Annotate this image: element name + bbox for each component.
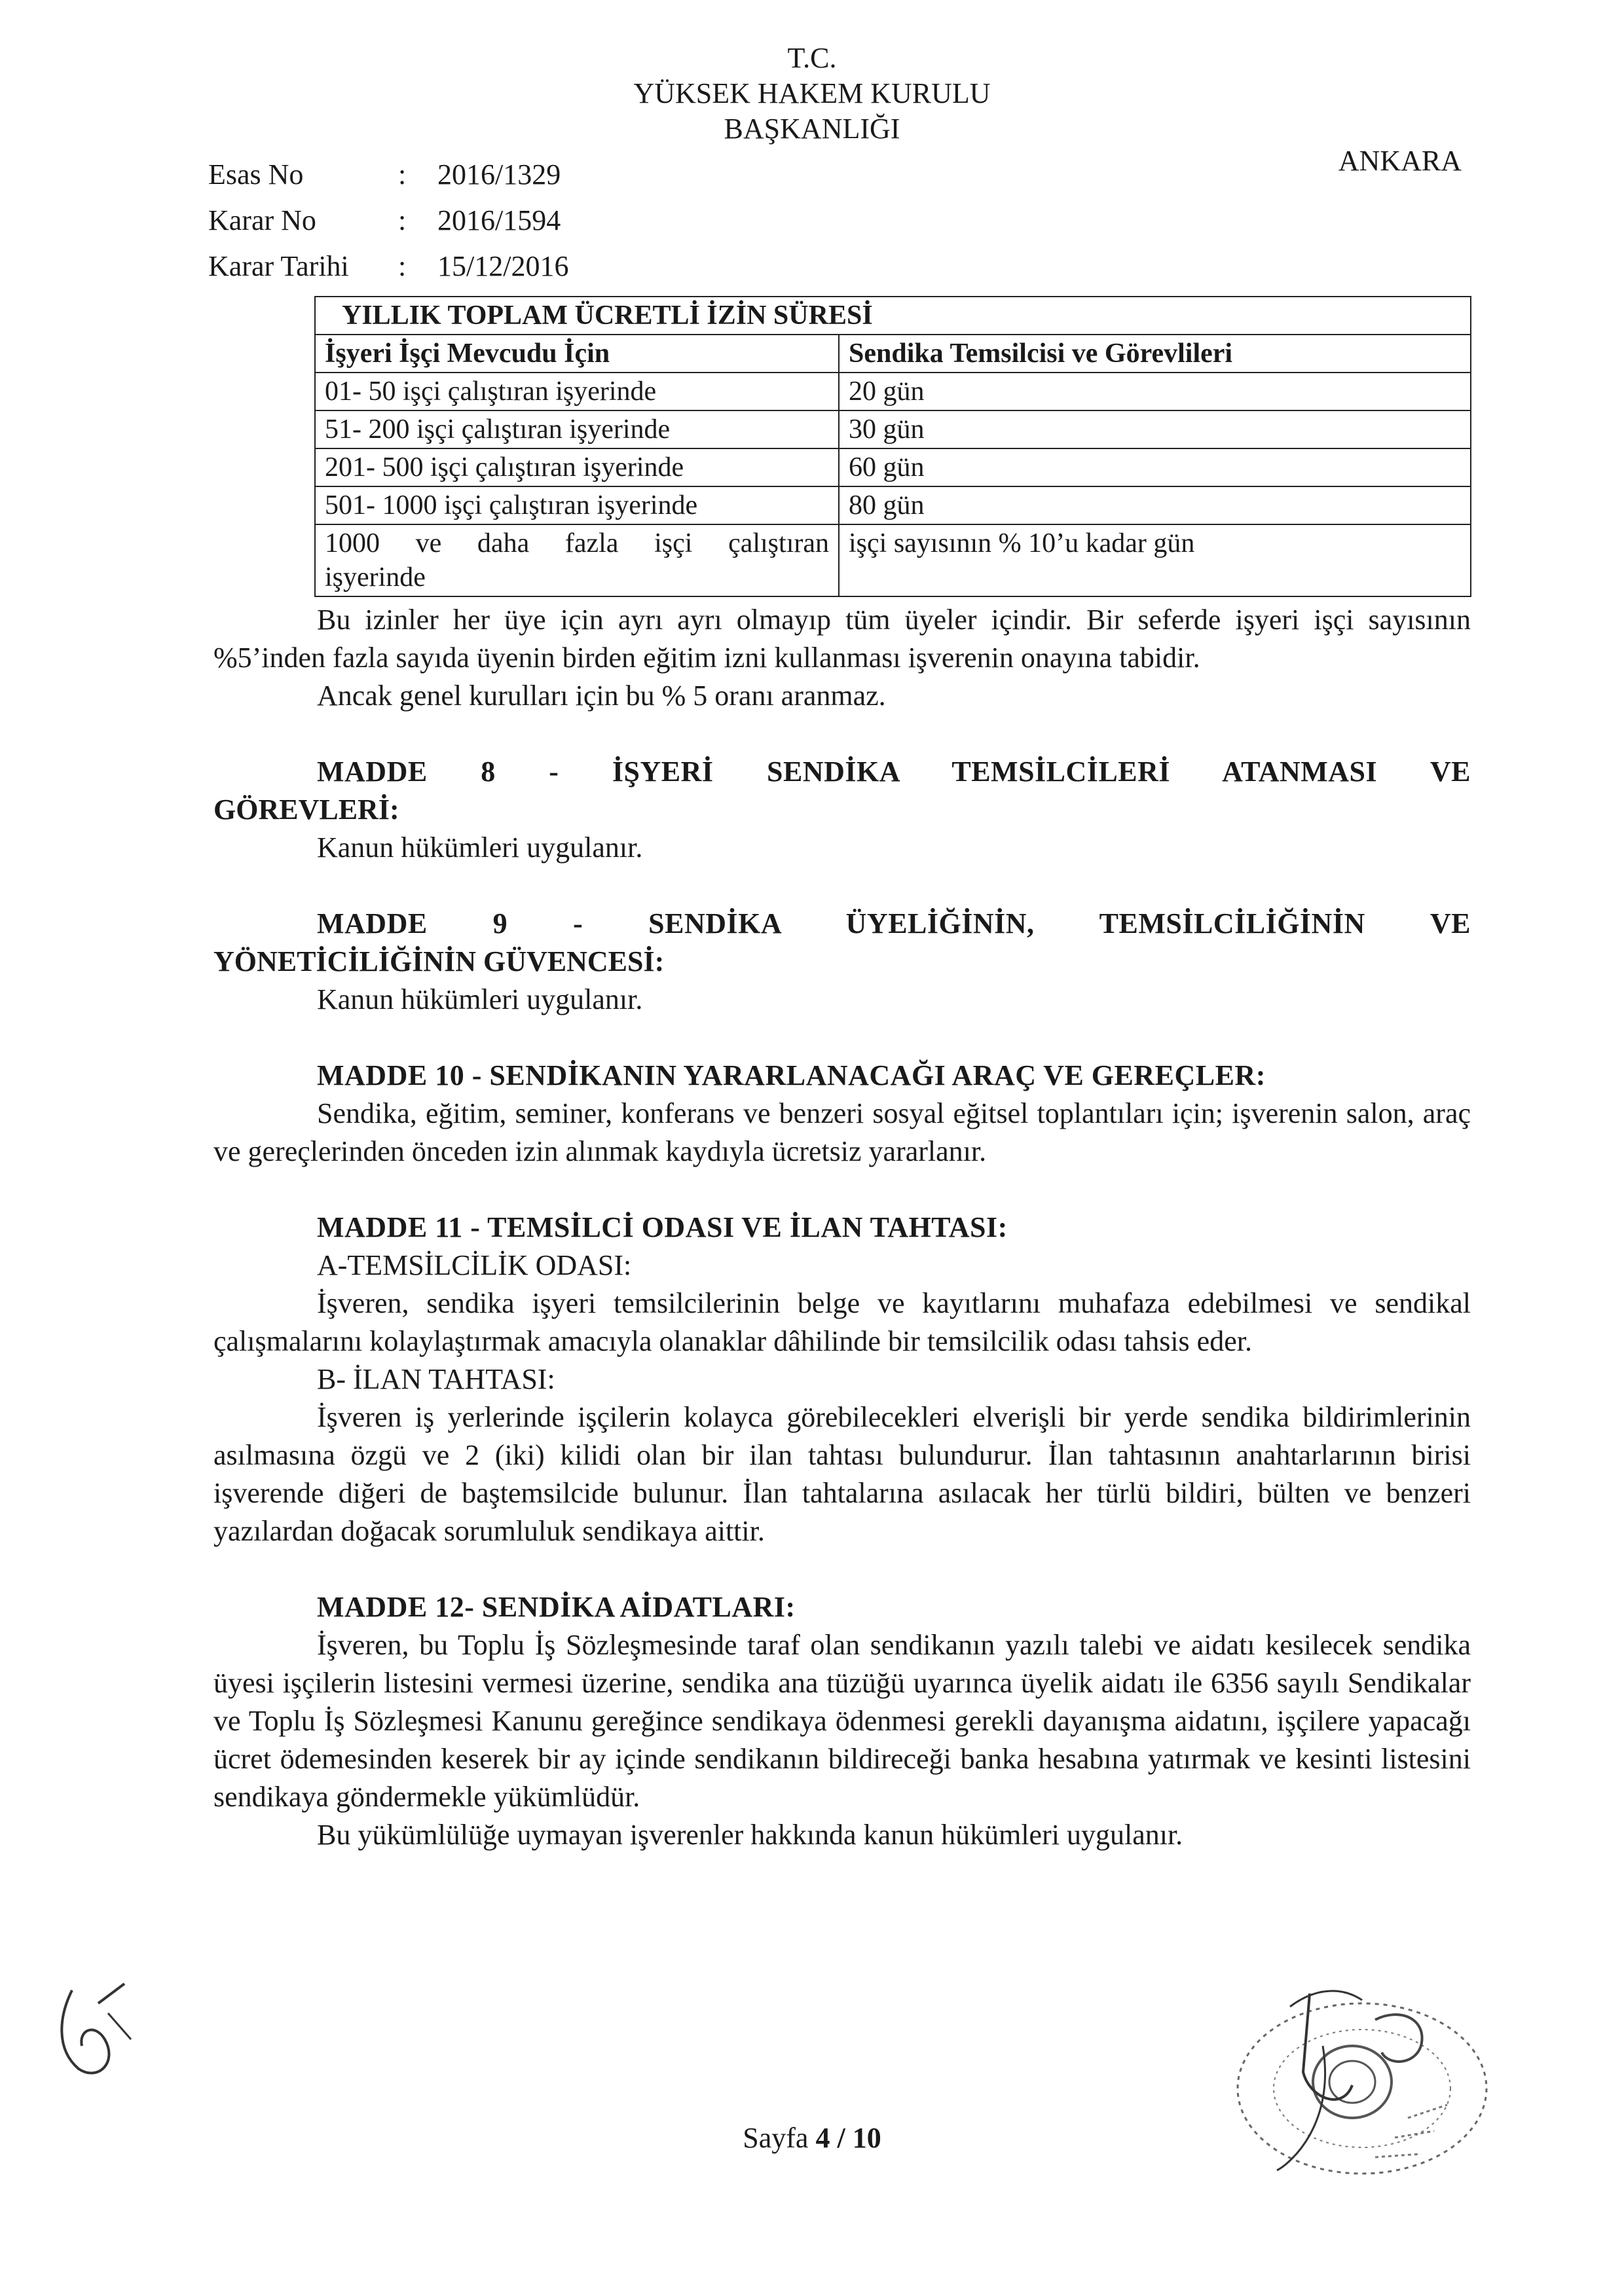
leave-table (314, 296, 1471, 597)
table-cell-leave: 60 gün (839, 448, 1471, 486)
meta-separator: : (398, 204, 407, 236)
article-9-heading: MADDE 9 - SENDİKA ÜYELİĞİNİN, TEMSİLCİLİĞİNİN VE (317, 907, 1471, 939)
table-col1-header: İşyeri İşçi Mevcudu İçin (315, 335, 839, 373)
article-11-heading: MADDE 11 - TEMSİLCİ ODASI VE İLAN TAHTASI: (317, 1211, 1008, 1243)
table-row (315, 448, 1471, 486)
table-title: YILLIK TOPLAM ÜCRETLİ İZİN SÜRESİ (315, 297, 1471, 335)
article-11-text-a: İşveren, sendika işyeri temsilcilerinin belge ve kayıtlarını muhafaza edebilmesi ve sendikal çalışmalarını kolaylaştırmak amacıyla olanaklar dâhilinde bir temsilcilik odası tahsis eder. (213, 1287, 1471, 1357)
table-cell-workplace: 51- 200 işçi çalıştıran işyerinde (315, 410, 839, 448)
paragraph-general-assembly: Ancak genel kurulları için bu % 5 oranı aranmaz. (317, 680, 886, 712)
page-label: Sayfa (743, 2122, 809, 2154)
meta-label: Karar Tarihi (208, 250, 349, 282)
meta-label: Karar No (208, 204, 316, 236)
page-footer (0, 2121, 1624, 2155)
table-cell-workplace: 201- 500 işçi çalıştıran işyerinde (315, 448, 839, 486)
table-row (315, 410, 1471, 448)
table-row (315, 486, 1471, 524)
table-cell-leave: 20 gün (839, 373, 1471, 410)
meta-row-esas (208, 152, 568, 198)
table-cell-leave: 30 gün (839, 410, 1471, 448)
table-cell-leave: işçi sayısının % 10’u kadar gün (839, 524, 1471, 596)
article-9-heading-cont: YÖNETİCİLİĞİNİN GÜVENCESİ: (213, 945, 665, 977)
table-col2-header: Sendika Temsilcisi ve Görevlileri (839, 335, 1471, 373)
table-cell-workplace (315, 524, 839, 596)
page-total: 10 (852, 2122, 881, 2154)
article-9-text: Kanun hükümleri uygulanır. (317, 983, 643, 1015)
article-10-text: Sendika, eğitim, seminer, konferans ve benzeri sosyal eğitsel toplantıları için; işverenin salon, araç ve gereçlerinden önceden izin alınmak kaydıyla ücretsiz yararlanır. (213, 1097, 1471, 1167)
table-cell-leave: 80 gün (839, 486, 1471, 524)
meta-row-karar (208, 198, 568, 244)
table-cell-workplace-line2: işyerinde (325, 562, 426, 592)
header-city: ANKARA (1338, 145, 1462, 177)
meta-value: 2016/1594 (437, 204, 561, 236)
document-header (0, 41, 1624, 147)
page-separator: / (837, 2122, 845, 2154)
header-tc: T.C. (787, 42, 837, 74)
case-meta (208, 152, 568, 289)
meta-row-tarih (208, 244, 568, 289)
article-12-heading: MADDE 12- SENDİKA AİDATLARI: (317, 1591, 796, 1623)
table-cell-workplace-line1: 1000 ve daha fazla işçi çalıştıran (325, 528, 829, 558)
article-8-heading: MADDE 8 - İŞYERİ SENDİKA TEMSİLCİLERİ ATANMASI VE (317, 756, 1471, 788)
article-8-text: Kanun hükümleri uygulanır. (317, 831, 643, 864)
table-title-row (315, 297, 1471, 335)
header-institution: YÜKSEK HAKEM KURULU (633, 77, 991, 109)
meta-separator: : (398, 158, 407, 191)
meta-separator: : (398, 250, 407, 282)
article-12-text-1: İşveren, bu Toplu İş Sözleşmesinde taraf olan sendikanın yazılı talebi ve aidatı kesilecek sendika üyesi işçilerin listesini vermesi üzerine, sendika ana tüzüğü uyarınca üyelik aidatı ile 6356 sayılı Sendikalar ve Toplu İş Sözleşmesi Kanunu gereğince sendikaya ödenmesi gerekli dayanışma aidatını, işçilere yapacağı ücret ödemesinden keserek bir ay içinde sendikanın bildireceği banka hesabına yatırmak ve kesinti listesini sendikaya göndermekle yükümlüdür. (213, 1629, 1471, 1813)
document-body (213, 601, 1471, 1854)
article-10-heading: MADDE 10 - SENDİKANIN YARARLANACAĞI ARAÇ VE GEREÇLER: (317, 1059, 1266, 1091)
table-row (315, 373, 1471, 410)
table-row (315, 524, 1471, 596)
paragraph-leave-note: Bu izinler her üye için ayrı ayrı olmayıp tüm üyeler içindir. Bir seferde işyeri işçi sayısının %5’inden fazla sayıda üyenin birden eğitim izni kullanması işverenin onayına tabidir. (213, 604, 1471, 674)
table-cell-workplace: 501- 1000 işçi çalıştıran işyerinde (315, 486, 839, 524)
handwritten-mark-icon (52, 1977, 138, 2088)
article-11-sub-a: A-TEMSİLCİLİK ODASI: (317, 1249, 632, 1281)
article-12-text-2: Bu yükümlülüğe uymayan işverenler hakkında kanun hükümleri uygulanır. (317, 1819, 1183, 1851)
meta-label: Esas No (208, 158, 304, 191)
table-header-row (315, 335, 1471, 373)
article-8-heading-cont: GÖREVLERİ: (213, 793, 399, 826)
meta-value: 2016/1329 (437, 158, 561, 191)
article-11-text-b: İşveren iş yerlerinde işçilerin kolayca görebilecekleri elverişli bir yerde sendika bildirimlerinin asılmasına özgü ve 2 (iki) kilidi olan bir ilan tahtası bulundurur. İlan tahtasının anahtarlarının birisi işverende diğeri de baştemsilcide bulunur. İlan tahtalarına asılacak her türlü bildiri, bülten ve benzeri yazılardan doğacak sorumluluk sendikaya aittir. (213, 1401, 1471, 1547)
page-current: 4 (815, 2122, 830, 2154)
meta-value: 15/12/2016 (437, 250, 569, 282)
header-presidency: BAŞKANLIĞI (724, 113, 900, 145)
table-cell-workplace: 01- 50 işçi çalıştıran işyerinde (315, 373, 839, 410)
article-11-sub-b: B- İLAN TAHTASI: (317, 1363, 555, 1395)
